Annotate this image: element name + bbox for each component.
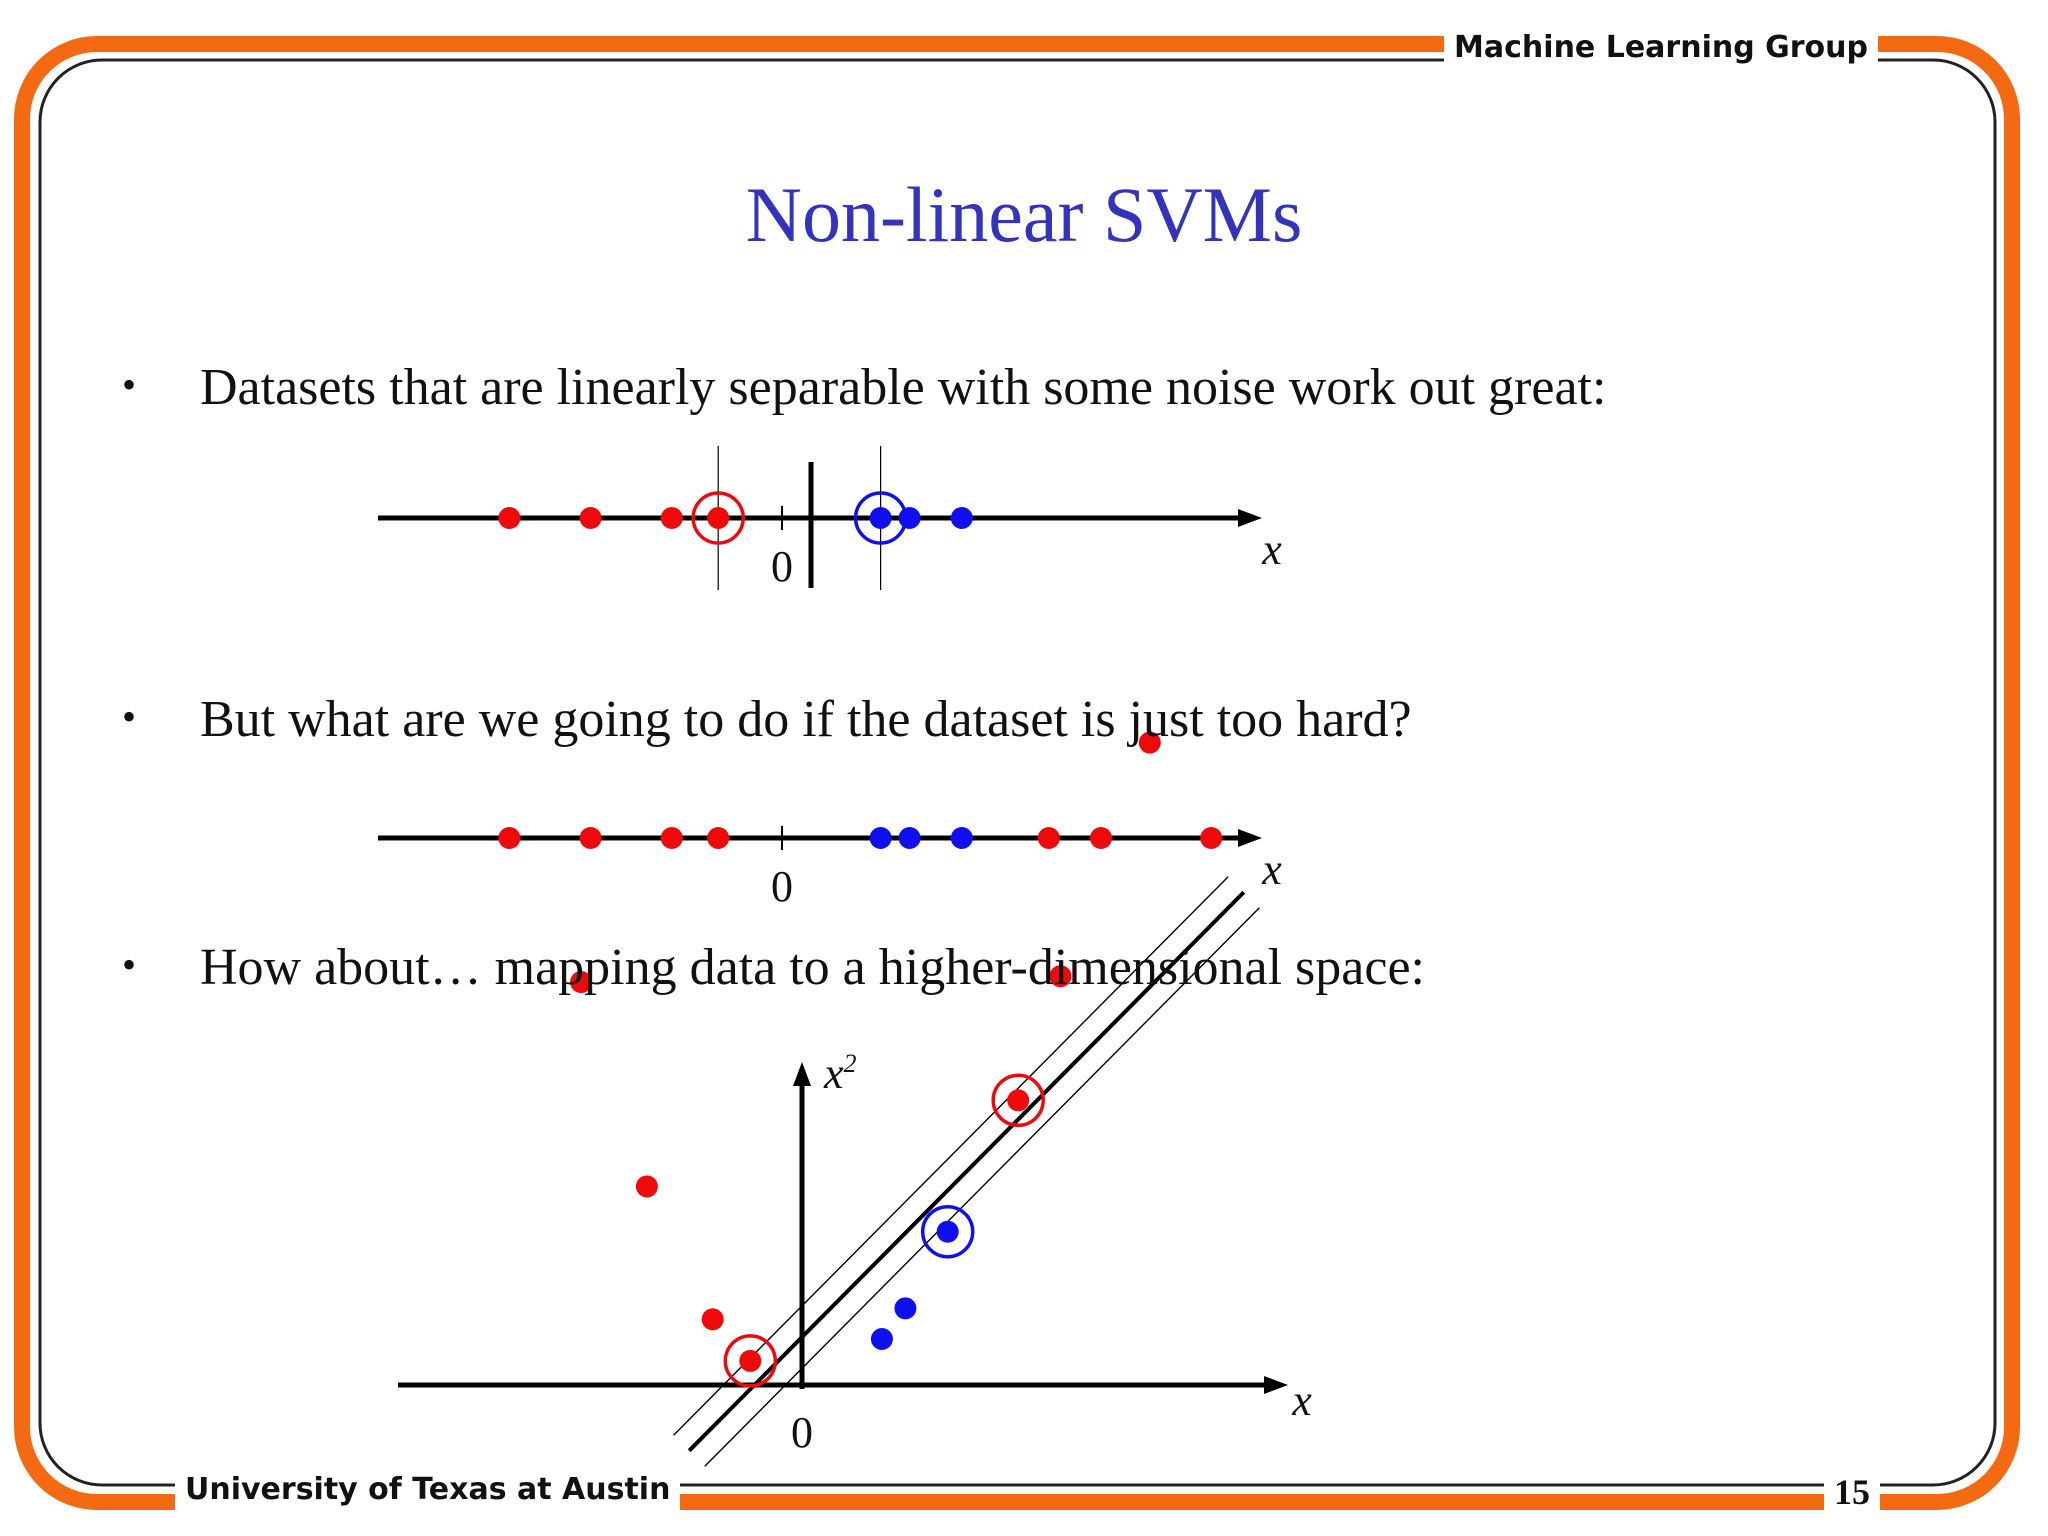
data-point-blue-4 [871,1328,893,1350]
figure-1d-separable [378,446,1282,591]
bullet-1 [122,358,1606,417]
slide-frame-outer [22,44,2012,1502]
bullet-marker: • [122,362,137,407]
x-axis-arrowhead [1238,829,1262,847]
data-point-red-1 [636,1175,658,1197]
data-point-blue-6 [937,1221,959,1243]
page-number: 15 [1824,1468,1880,1516]
data-point-red-2 [702,1308,724,1330]
origin-tick-label: 0 [771,542,793,591]
figure-1d-hard [378,826,1282,911]
data-point-red-3 [739,1350,761,1372]
header-group-label: Machine Learning Group [1444,26,1878,70]
data-point-blue-5 [894,1297,916,1319]
data-point-red-3 [707,827,729,849]
x-axis-arrowhead [1264,1376,1288,1394]
y-axis-label: $x^2$ [824,1049,857,1098]
data-point-red-2 [661,827,683,849]
data-point-red-8 [1090,827,1112,849]
origin-tick-label: 0 [791,1408,813,1457]
bullet-2-text: But what are we going to do if the dataset is just too hard? [200,691,1412,748]
bullet-3 [122,938,1425,997]
bullet-3-text: How about… mapping data to a higher-dimensional space: [200,939,1425,996]
bullet-marker: • [122,942,137,987]
bullet-2 [122,690,1412,749]
slide-frame-inner [40,60,1995,1485]
slide-title: Non-linear SVMs [745,171,1303,258]
data-point-red-0 [498,827,520,849]
footer-institution-label: University of Texas at Austin [175,1468,680,1512]
data-point-blue-5 [899,507,921,529]
y-axis-arrowhead [793,1062,811,1086]
data-point-red-1 [580,827,602,849]
data-point-red-3 [707,507,729,529]
data-point-red-7 [1038,827,1060,849]
data-point-red-1 [580,507,602,529]
data-point-red-7 [1007,1089,1029,1111]
data-point-red-9 [1200,827,1222,849]
bullet-marker: • [122,694,137,739]
data-point-blue-4 [870,507,892,529]
origin-tick-label: 0 [771,862,793,911]
data-point-red-2 [661,507,683,529]
data-point-red-0 [498,507,520,529]
data-point-blue-4 [870,827,892,849]
data-point-blue-5 [899,827,921,849]
x-axis-label: x [1262,845,1282,894]
bullet-1-text: Datasets that are linearly separable with some noise work out great: [200,359,1607,416]
data-point-blue-6 [951,507,973,529]
x-axis-arrowhead [1238,509,1262,527]
data-point-blue-6 [951,827,973,849]
figure-2d-mapped [398,732,1312,1467]
x-axis-label: x [1292,1376,1312,1425]
x-axis-label: x [1262,525,1282,574]
